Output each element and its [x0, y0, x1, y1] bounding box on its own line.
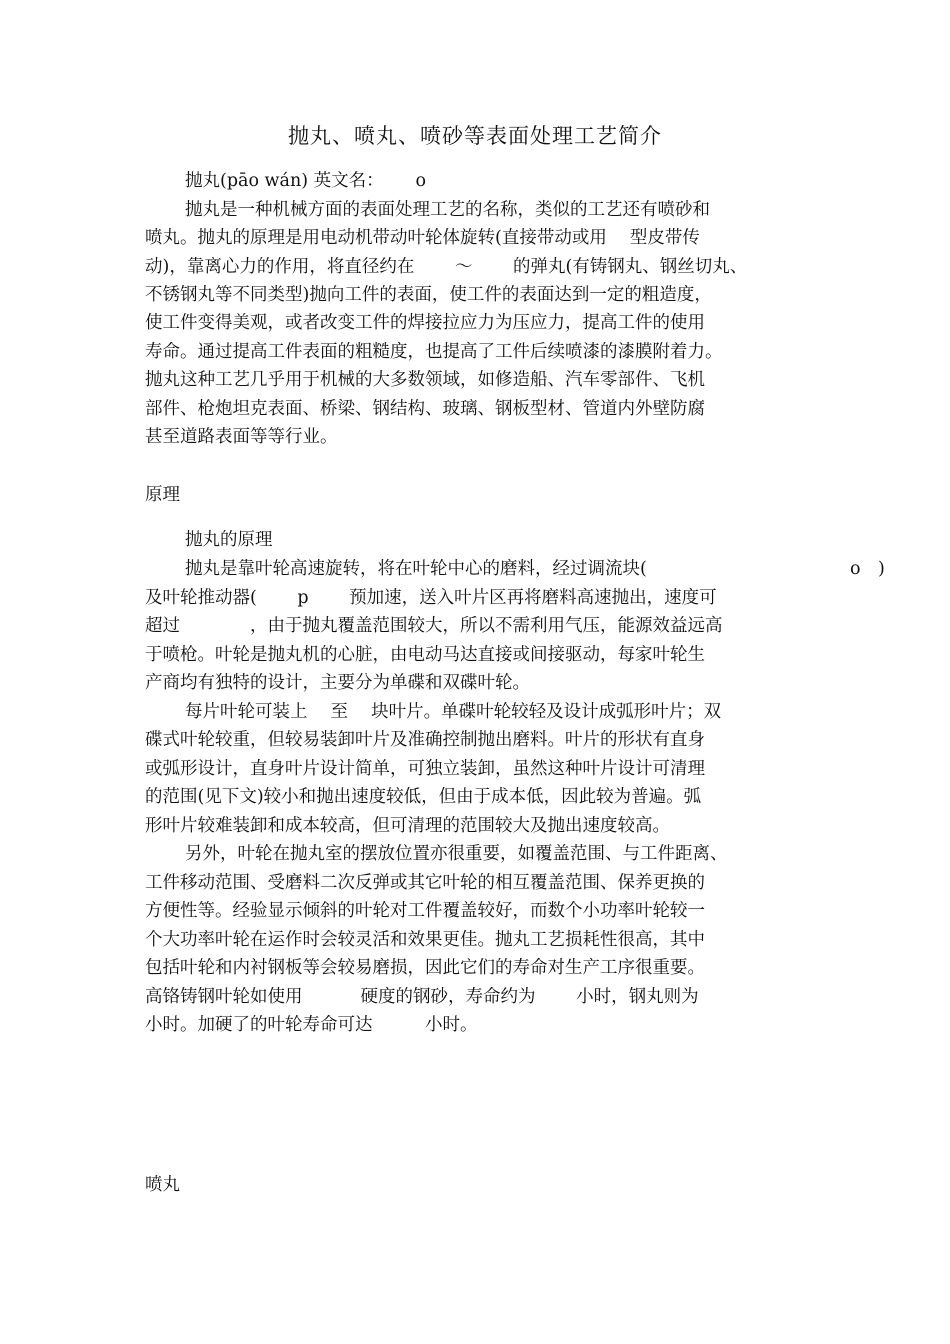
intro-line: 使工件变得美观，或者改变工件的焊接拉应力为压应力，提高工件的使用 — [145, 313, 705, 333]
paragraph-line: 于喷枪。叶轮是抛丸机的心脏，由电动马达直接或间接驱动，每家叶轮生 — [145, 645, 705, 665]
intro-line: 动)，靠离心力的作用，将直径约在 ～ 的弹丸(有铸钢丸、钢丝切丸、 — [145, 257, 748, 277]
intro-line: 抛丸(pāo wán) 英文名： o — [185, 171, 426, 191]
paragraph-line: 或弧形设计，直身叶片设计简单，可独立装卸，虽然这种叶片设计可清理 — [145, 759, 705, 779]
paragraph-line: 包括叶轮和内衬钢板等会较易磨损，因此它们的寿命对生产工序很重要。 — [145, 958, 705, 978]
paragraph-line: 另外，叶轮在抛丸室的摆放位置亦很重要，如覆盖范围、与工件距离、 — [185, 844, 728, 864]
intro-line: 寿命。通过提高工件表面的粗糙度，也提高了工件后续喷漆的漆膜附着力。 — [145, 342, 723, 362]
page-title: 抛丸、喷丸、喷砂等表面处理工艺简介 — [288, 124, 662, 148]
paragraph-line: 方便性等。经验显示倾斜的叶轮对工件覆盖较好，而数个小功率叶轮较一 — [145, 901, 705, 921]
paragraph-line: 及叶轮推动器( p 预加速，送入叶片区再将磨料高速抛出，速度可 — [145, 588, 717, 608]
paragraph-line: 高铬铸钢叶轮如使用 硬度的钢砂，寿命约为 小时，钢丸则为 — [145, 987, 699, 1007]
intro-line: 甚至道路表面等等行业。 — [145, 427, 338, 447]
paragraph-line: 形叶片较难装卸和成本较高，但可清理的范围较大及抛出速度较高。 — [145, 816, 670, 836]
paragraph-line: 每片叶轮可装上 至 块叶片。单碟叶轮较轻及设计成弧形叶片；双 — [185, 702, 722, 722]
intro-line: 部件、枪炮坦克表面、桥梁、钢结构、玻璃、钢板型材、管道内外壁防腐 — [145, 399, 705, 419]
intro-line: 抛丸是一种机械方面的表面处理工艺的名称，类似的工艺还有喷砂和 — [185, 200, 710, 220]
paragraph-line: 的范围(见下文)较小和抛出速度较低，但由于成本低，因此较为普遍。弧 — [145, 787, 702, 807]
subsection-heading: 抛丸的原理 — [185, 530, 273, 550]
paragraph-line: 工件移动范围、受磨料二次反弹或其它叶轮的相互覆盖范围、保养更换的 — [145, 873, 705, 893]
paragraph-line: 超过 ，由于抛丸覆盖范围较大，所以不需利用气压，能源效益远高 — [145, 616, 723, 636]
paragraph-line: 个大功率叶轮在运作时会较灵活和效果更佳。抛丸工艺损耗性很高，其中 — [145, 930, 705, 950]
section-heading: 喷丸 — [145, 1175, 180, 1195]
paragraph-line: 抛丸是靠叶轮高速旋转，将在叶轮中心的磨料，经过调流块( — [185, 559, 647, 579]
intro-line: 不锈钢丸等不同类型)抛向工件的表面，使工件的表面达到一定的粗造度， — [145, 285, 712, 305]
paragraph-line: 碟式叶轮较重，但较易装卸叶片及准确控制抛出磨料。叶片的形状有直身 — [145, 730, 705, 750]
section-heading: 原理 — [145, 485, 180, 505]
paragraph-line: 产商均有独特的设计，主要分为单碟和双碟叶轮。 — [145, 673, 530, 693]
intro-line: 喷丸。抛丸的原理是用电动机带动叶轮体旋转(直接带动或用 型皮带传 — [145, 228, 700, 248]
intro-line: 抛丸这种工艺几乎用于机械的大多数领域，如修造船、汽车零部件、飞机 — [145, 370, 705, 390]
paragraph-line: 小时。加硬了的叶轮寿命可达 小时。 — [145, 1015, 478, 1035]
paragraph-line-tail: o ) — [850, 559, 885, 579]
